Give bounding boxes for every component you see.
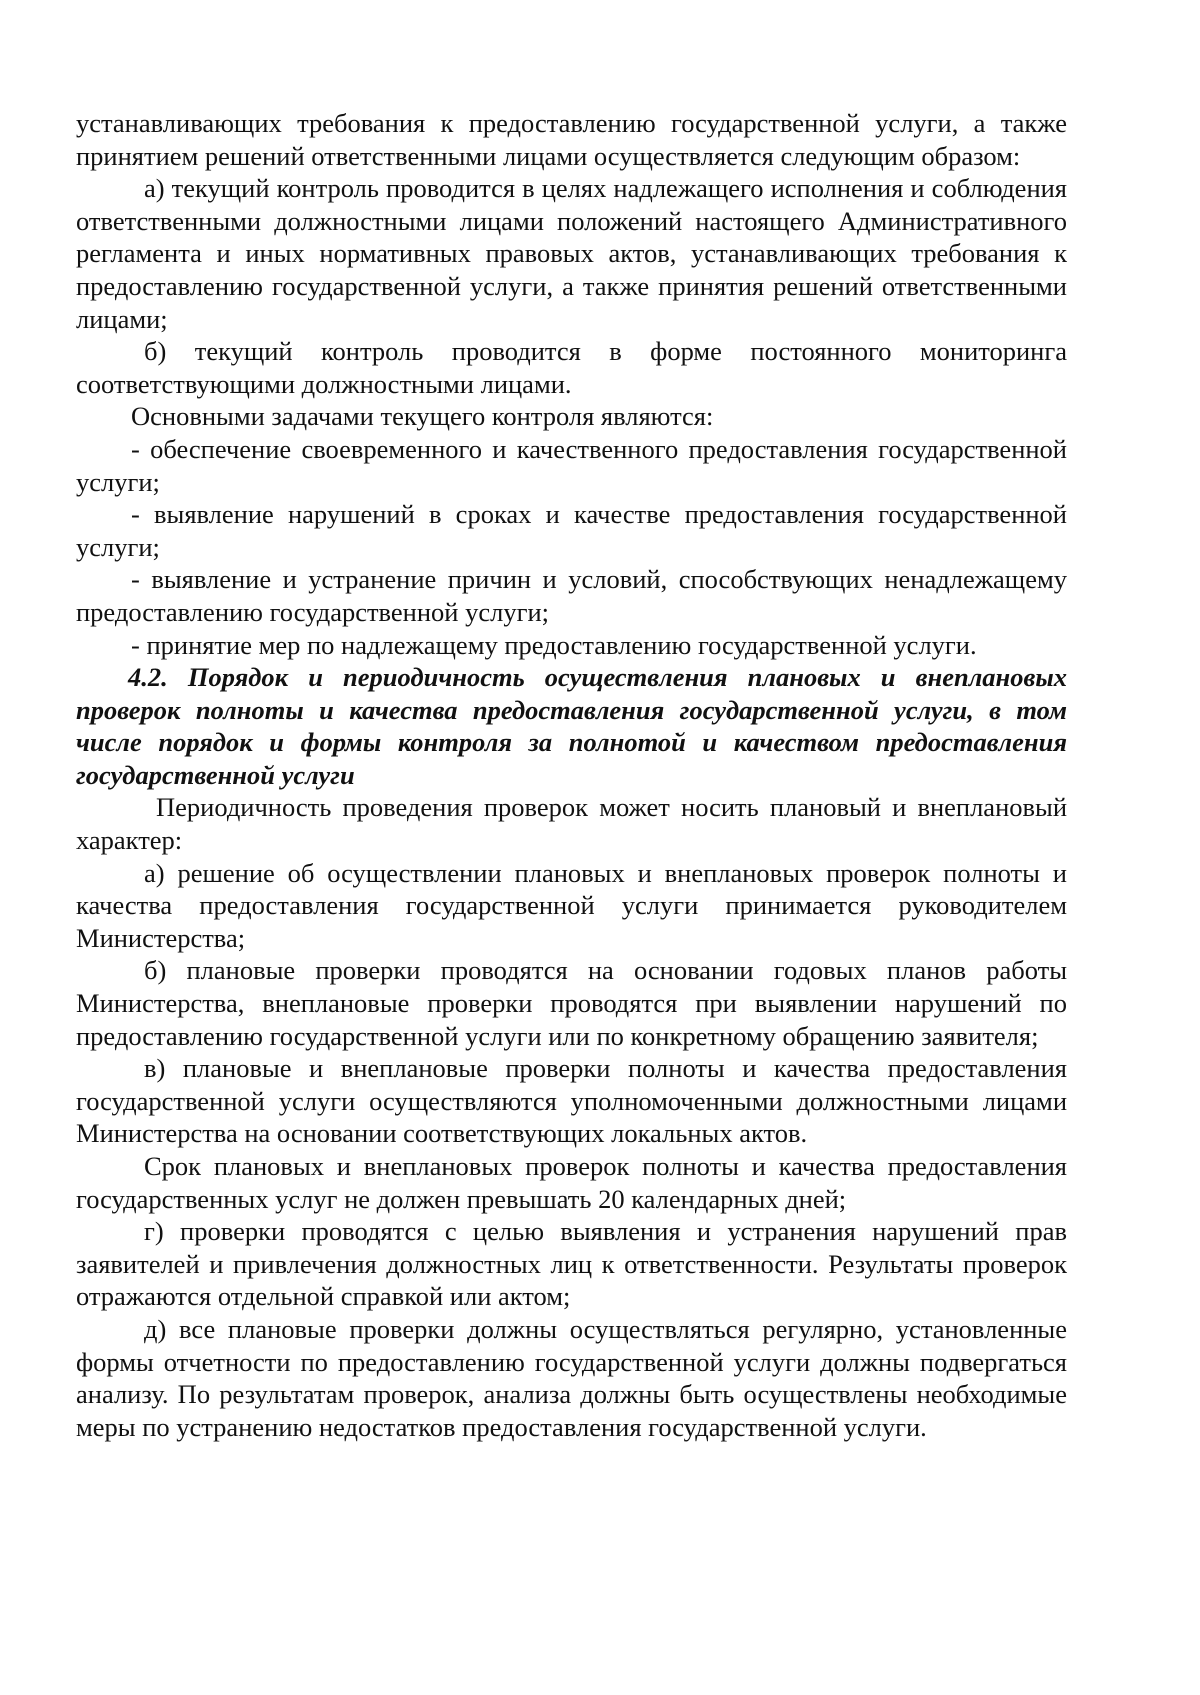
section-heading: 4.2. Порядок и периодичность осуществления плановых и внеплановых проверок полноты и качества предоставления государственной услуги, в том числе порядок и формы контроля за полнотой и качеством предоставления государственной услуги <box>76 662 1067 790</box>
paragraph-item-b: б) плановые проверки проводятся на основании годовых планов работы Министерства, внеплановые проверки проводятся при выявлении нарушений по предоставлению государственной услуги или по конкретному обращению заявителя; <box>76 955 1067 1051</box>
paragraph-tasks-intro: Основными задачами текущего контроля являются: <box>131 401 714 432</box>
list-item: - принятие мер по надлежащему предоставлению государственной услуги. <box>131 629 977 660</box>
paragraph-intro: устанавливающих требования к предоставлению государственной услуги, а также принятием решений ответственными лицами осуществляется следующим образом: <box>76 108 1067 171</box>
paragraph-periodicity: Периодичность проведения проверок может носить плановый и внеплановый характер: <box>76 792 1067 856</box>
paragraph-item-a: а) текущий контроль проводится в целях надлежащего исполнения и соблюдения ответственными должностными лицами положений настоящего Административного регламента и иных нормативных правовых актов, устанавливающих требования к предоставлению государственной услуги, а также принятия решений ответственными лицами; <box>76 173 1067 334</box>
paragraph-item-v: в) плановые и внеплановые проверки полноты и качества предоставления государственной услуги осуществляются уполномоченными должностными лицами Министерства на основании соответствующих локальных актов. <box>76 1053 1067 1149</box>
paragraph-item-d: д) все плановые проверки должны осуществляться регулярно, установленные формы отчетности по предоставлению государственной услуги должны подвергаться анализу. По результатам проверок, анализа должны быть осуществлены необходимые меры по устранению недостатков предоставления государственной услуги. <box>76 1313 1067 1442</box>
paragraph-item-a: а) решение об осуществлении плановых и внеплановых проверок полноты и качества предоставления государственной услуги принимается руководителем Министерства; <box>76 857 1067 953</box>
list-item: - обеспечение своевременного и качественного предоставления государственной услуги; <box>76 433 1067 497</box>
list-item: - выявление и устранение причин и условий, способствующих ненадлежащему предоставлению государственной услуги; <box>76 564 1067 627</box>
paragraph-item-g: г) проверки проводятся с целью выявления и устранения нарушений прав заявителей и привлечения должностных лиц к ответственности. Результаты проверок отражаются отдельной справкой или актом; <box>76 1216 1067 1312</box>
document-page <box>76 107 1067 1443</box>
paragraph-term: Срок плановых и внеплановых проверок полноты и качества предоставления государственных услуг не должен превышать 20 календарных дней; <box>76 1151 1067 1214</box>
paragraph-item-b: б) текущий контроль проводится в форме постоянного мониторинга соответствующими должностными лицами. <box>76 336 1067 399</box>
list-item: - выявление нарушений в сроках и качестве предоставления государственной услуги; <box>76 499 1067 562</box>
